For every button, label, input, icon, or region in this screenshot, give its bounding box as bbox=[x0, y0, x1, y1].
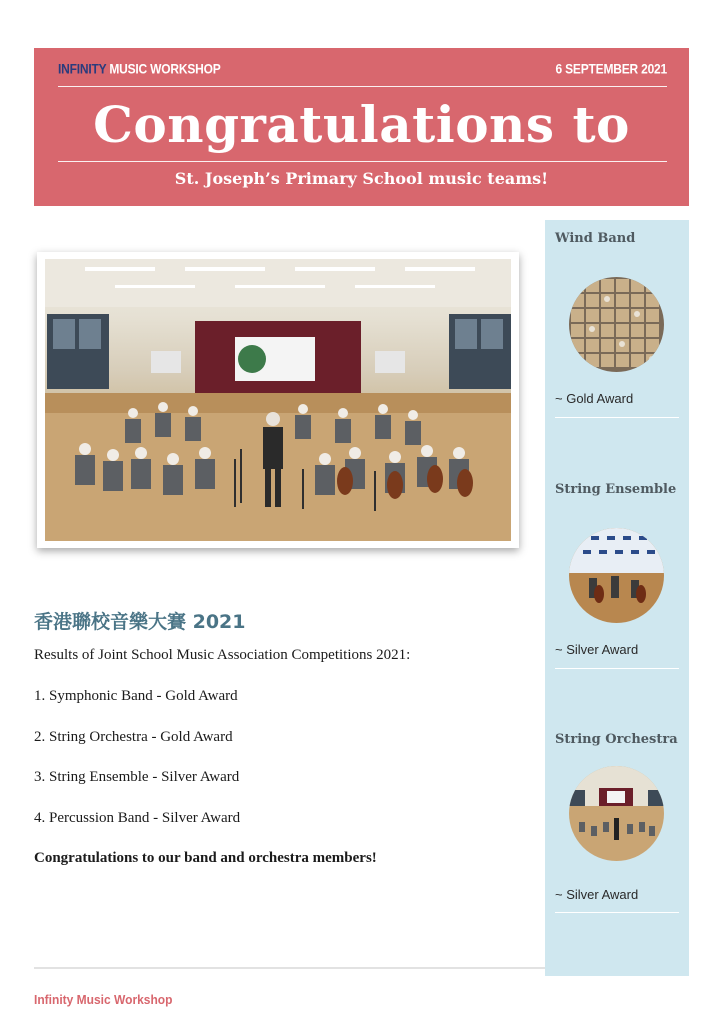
results-intro: Results of Joint School Music Association Competitions 2021: bbox=[34, 647, 411, 663]
footer-divider bbox=[34, 967, 545, 969]
header-banner bbox=[34, 48, 689, 206]
sidebar-award: ~ Silver Award bbox=[555, 642, 639, 657]
awards-sidebar bbox=[545, 220, 689, 976]
result-item: 1. Symphonic Band - Gold Award bbox=[34, 688, 238, 704]
brand-name bbox=[58, 61, 221, 77]
header-divider-bottom bbox=[58, 161, 667, 162]
subheadline: St. Joseph’s Primary School music teams! bbox=[174, 169, 549, 188]
string-ensemble-photo bbox=[569, 528, 664, 623]
sidebar-divider bbox=[555, 668, 679, 669]
string-orchestra-photo-illustration bbox=[569, 766, 664, 861]
wind-band-photo bbox=[569, 277, 664, 372]
header-divider-top bbox=[58, 86, 667, 87]
sidebar-section-title: String Ensemble bbox=[555, 482, 677, 497]
sidebar-award: ~ Silver Award bbox=[555, 887, 639, 902]
sidebar-section-title: String Orchestra bbox=[555, 732, 678, 747]
orchestra-photo-illustration bbox=[45, 259, 511, 541]
orchestra-photo bbox=[45, 259, 511, 541]
brand-accent: INFINITY bbox=[58, 60, 107, 78]
result-item: 3. String Ensemble - Silver Award bbox=[34, 769, 240, 785]
headline: Congratulations to bbox=[93, 95, 630, 154]
result-item: 4. Percussion Band - Silver Award bbox=[34, 810, 241, 826]
wind-band-photo-grid bbox=[569, 277, 664, 372]
string-orchestra-photo bbox=[569, 766, 664, 861]
article-title: 香港聯校音樂大賽 2021 bbox=[34, 611, 246, 633]
sidebar-divider bbox=[555, 417, 679, 418]
sidebar-section-title: Wind Band bbox=[555, 231, 636, 246]
footer-brand: Infinity Music Workshop bbox=[34, 992, 173, 1008]
orchestra-photo-frame bbox=[37, 252, 519, 548]
header-topline bbox=[58, 61, 667, 77]
sidebar-divider bbox=[555, 912, 679, 913]
closing-message: Congratulations to our band and orchestra members! bbox=[34, 850, 377, 866]
sidebar-award: ~ Gold Award bbox=[555, 391, 634, 406]
result-item: 2. String Orchestra - Gold Award bbox=[34, 729, 233, 745]
issue-date: 6 SEPTEMBER 2021 bbox=[555, 60, 667, 78]
string-ensemble-photo-illustration bbox=[569, 528, 664, 623]
brand-rest: MUSIC WORKSHOP bbox=[106, 60, 221, 78]
